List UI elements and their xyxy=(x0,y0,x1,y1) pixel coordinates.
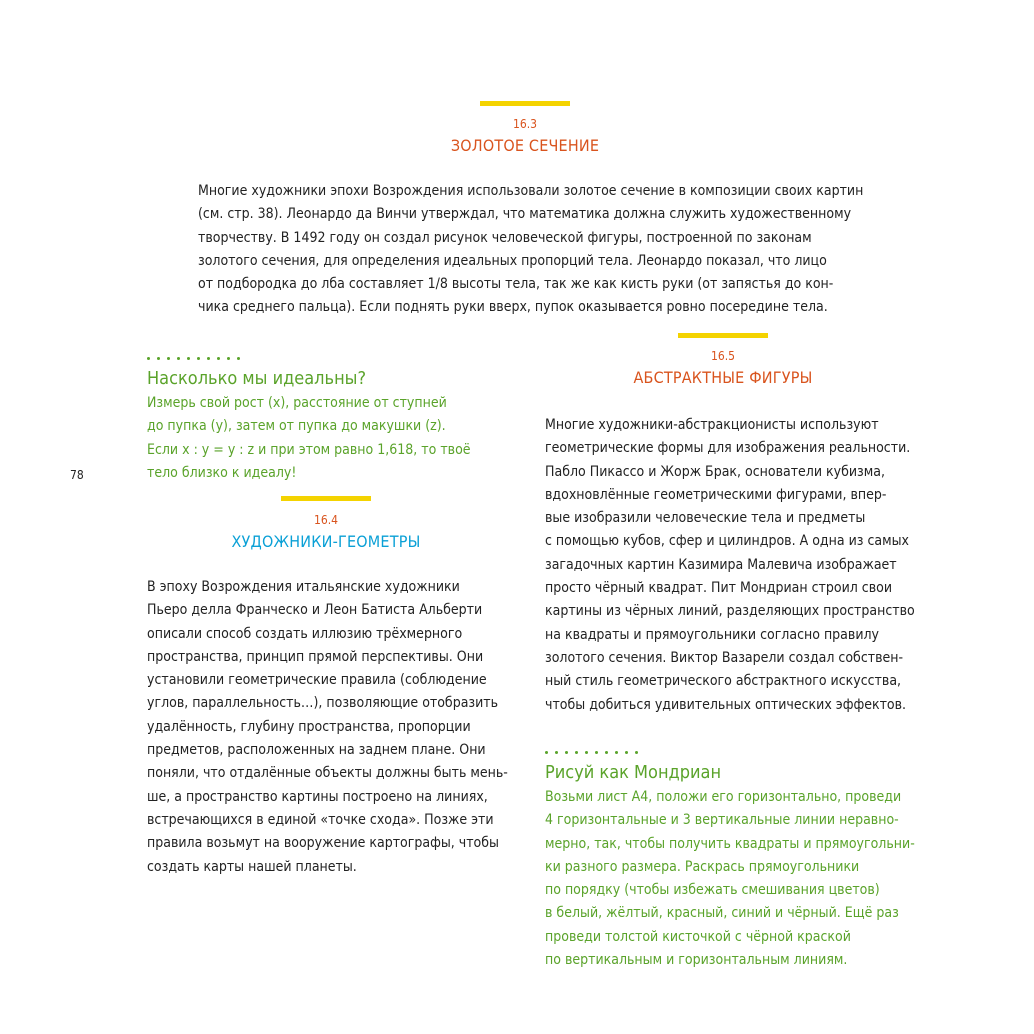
text-line: проведи толстой кисточкой с чёрной краской xyxy=(545,928,851,945)
dotted-divider xyxy=(147,357,247,361)
text-line: углов, параллельность…), позволяющие отобразить xyxy=(147,695,499,712)
text-line: Возьми лист А4, положи его горизонтально, проведи xyxy=(545,789,902,805)
text-line: 4 горизонтальные и 3 вертикальные линии неравно- xyxy=(545,812,899,829)
text-line: от подбородка до лба составляет 1/8 высоты тела, так же как кисть руки (от запястья до кон- xyxy=(198,276,834,293)
text-line: загадочных картин Казимира Малевича изображает xyxy=(545,556,897,573)
text-line: пространства, принцип прямой перспективы. Они xyxy=(147,648,484,665)
text-line: с помощью кубов, сфер и цилиндров. А одна из самых xyxy=(545,533,909,550)
text-line: по вертикальным и горизонтальным линиям. xyxy=(545,952,848,969)
text-line: Пабло Пикассо и Жорж Брак, основатели кубизма, xyxy=(545,463,885,480)
section-divider-bar xyxy=(281,496,371,501)
text-line: ше, а пространство картины построено на линиях, xyxy=(147,788,488,805)
section-title: ЗОЛОТОЕ СЕЧЕНИЕ xyxy=(450,136,600,155)
box-body-text xyxy=(545,786,915,972)
text-line: описали способ создать иллюзию трёхмерного xyxy=(147,625,463,642)
box-body-text xyxy=(147,392,471,485)
text-line: золотого сечения, для определения идеальных пропорций тела. Леонардо показал, что лицо xyxy=(198,252,827,269)
section-number: 16.3 xyxy=(512,117,538,131)
box-title: Рисуй как Мондриан xyxy=(545,762,722,783)
text-line: мерно, так, чтобы получить квадраты и прямоугольни- xyxy=(545,835,915,852)
text-line: создать карты нашей планеты. xyxy=(147,858,357,875)
text-line: встречающихся в единой «точке схода». Позже эти xyxy=(147,811,494,828)
text-line: вдохновлённые геометрическими фигурами, впер- xyxy=(545,486,887,503)
text-line: Многие художники эпохи Возрождения использовали золотое сечение в композиции своих картин xyxy=(198,183,864,199)
text-line: Если x : y = y : z и при этом равно 1,618, то твоё xyxy=(147,441,471,458)
section-title: ХУДОЖНИКИ-ГЕОМЕТРЫ xyxy=(231,532,421,551)
text-line: ный стиль геометрического абстрактного искусства, xyxy=(545,673,902,690)
text-line: (см. стр. 38). Леонардо да Винчи утверждал, что математика должна служить художественному xyxy=(198,206,852,223)
text-line: на квадраты и прямоугольники согласно правилу xyxy=(545,626,880,643)
text-line: творчеству. В 1492 году он создал рисунок человеческой фигуры, построенной по законам xyxy=(198,229,812,246)
section-body-text xyxy=(545,414,915,717)
section-divider-bar xyxy=(678,333,768,338)
text-line: чика среднего пальца). Если поднять руки вверх, пупок оказывается ровно посередине тела. xyxy=(198,299,828,316)
text-line: картины из чёрных линий, разделяющих пространство xyxy=(545,603,915,620)
text-line: чтобы добиться удивительных оптических эффектов. xyxy=(545,696,907,713)
text-line: вые изобразили человеческие тела и предметы xyxy=(545,510,866,527)
section-number: 16.5 xyxy=(710,349,736,363)
text-line: по порядку (чтобы избежать смешивания цветов) xyxy=(545,882,880,899)
text-line: до пупка (y), затем от пупка до макушки (z). xyxy=(147,418,446,435)
text-line: предметов, расположенных на заднем плане. Они xyxy=(147,742,486,759)
text-line: установили геометрические правила (соблюдение xyxy=(147,672,487,689)
text-line: просто чёрный квадрат. Пит Мондриан строил свои xyxy=(545,580,893,597)
text-line: геометрические формы для изображения реальности. xyxy=(545,440,911,457)
text-line: правила возьмут на вооружение картографы, чтобы xyxy=(147,835,499,852)
text-line: Измерь свой рост (x), расстояние от ступней xyxy=(147,395,447,411)
section-body-text xyxy=(147,576,508,879)
text-line: В эпоху Возрождения итальянские художники xyxy=(147,579,460,595)
text-line: поняли, что отдалённые объекты должны быть мень- xyxy=(147,765,508,782)
box-title: Насколько мы идеальны? xyxy=(147,368,367,389)
text-line: тело близко к идеалу! xyxy=(147,464,297,481)
text-line: золотого сечения. Виктор Вазарели создал собствен- xyxy=(545,649,904,666)
dotted-divider xyxy=(545,751,645,755)
text-line: Многие художники-абстракционисты используют xyxy=(545,417,879,433)
section-divider-bar xyxy=(480,101,570,106)
text-line: в белый, жёлтый, красный, синий и чёрный. Ещё раз xyxy=(545,905,899,922)
text-line: Пьеро делла Франческо и Леон Батиста Альберти xyxy=(147,602,483,619)
text-line: удалённость, глубину пространства, пропорции xyxy=(147,718,471,735)
section-number: 16.4 xyxy=(313,513,339,527)
section-body-text xyxy=(198,180,863,320)
section-title: АБСТРАКТНЫЕ ФИГУРЫ xyxy=(633,368,813,387)
text-line: ки разного размера. Раскрась прямоугольники xyxy=(545,858,860,875)
page-number: 78 xyxy=(70,468,84,482)
